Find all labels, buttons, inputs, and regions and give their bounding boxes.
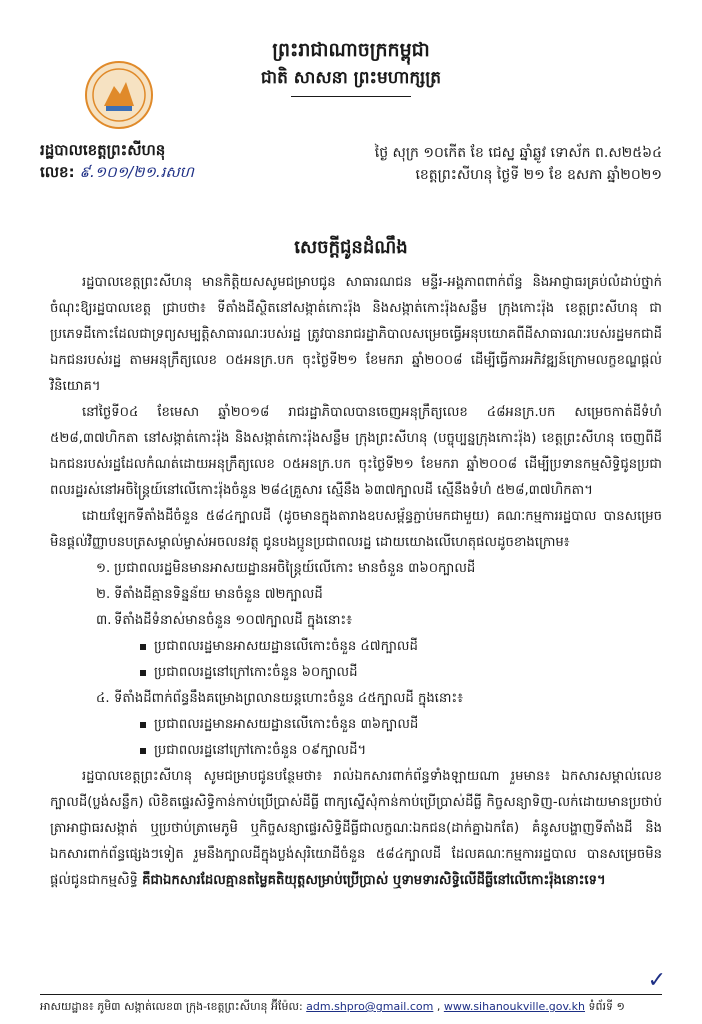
sub-item [50, 738, 662, 764]
paragraph-1: រដ្ឋបាលខេត្តព្រះសីហនុ មានកិត្តិយសសូមជម្រាបជូន សាធារណជន មន្ទីរ-អង្គភាពពាក់ព័ន្ធ និងអាជ្ញាធរគ្រប់លំដាប់ថ្នាក់ចំណុះឱ្យរដ្ឋបាលខេត្ត ជ្រាបថា៖ ទីតាំងដីស្ថិតនៅសង្កាត់កោះរ៉ុង និងសង្កាត់កោះរ៉ុងសន្លឹម ក្រុងកោះរ៉ុង ខេត្តព្រះសីហនុ ជាប្រភេទដីកោះដែលជាទ្រព្យសម្បត្តិសាធារណៈរបស់រដ្ឋ ត្រូវបានរាជរដ្ឋាភិបាលសម្រេចធ្វើអនុបយោគពីដីសាធារណៈរបស់រដ្ឋមកជាដីឯកជនរបស់រដ្ឋ តាមអនុក្រឹត្យលេខ ០៥អនក្រ.បក ចុះថ្ងៃទី២១ ខែមករា ឆ្នាំ២០០៨ ដើម្បីធ្វើការអភិវឌ្ឍន៍ក្រោមលក្ខខណ្ឌផ្ដល់វិនិយោគ។ [50, 275, 662, 394]
footer-separator: , [436, 1000, 441, 1013]
reason-text: ប្រជាពលរដ្ឋមិនមានអាសយដ្ឋានអចិន្ត្រៃយ៍លើកោះ មានចំនួន ៣៦០ក្បាលដី [114, 561, 476, 576]
reason-4-sublist [50, 712, 662, 764]
document-title: សេចក្តីជូនដំណឹង [294, 237, 408, 258]
reason-number: ២. [96, 587, 111, 602]
paragraph-2: នៅថ្ងៃទី០៤ ខែមេសា ឆ្នាំ២០១៨ រាជរដ្ឋាភិបាលបានចេញអនុក្រឹត្យលេខ ៤៨អនក្រ.បក សម្រេចកាត់ដីទំហំ ៥២៨,៣៧ហិកតា នៅសង្កាត់កោះរ៉ុង និងសង្កាត់កោះរ៉ុងសន្លឹម ក្រុងព្រះសីហនុ (បច្ចុប្បន្នក្រុងកោះរ៉ុង) ខេត្តព្រះសីហនុ ចេញពីដីឯកជនរបស់រដ្ឋដែលកំណត់ដោយអនុក្រឹត្យលេខ ០៥អនក្រ.បក ចុះថ្ងៃទី២១ ខែមករា ឆ្នាំ២០០៨ ដើម្បីប្រទានកម្មសិទ្ធិជូនប្រជាពលរដ្ឋរស់នៅអចិន្ត្រៃយ៍នៅលើកោះរ៉ុងចំនួន ២៨៤គ្រួសារ ស្មើនឹង ៦៣៧ក្បាលដី ស្មើនឹងទំហំ ៥២៨,៣៧ហិកតា។ [50, 405, 662, 498]
square-bullet-icon [140, 748, 146, 754]
sub-item [50, 634, 662, 660]
date-block [242, 142, 662, 186]
reference-number [40, 162, 270, 182]
reason-item [50, 608, 662, 634]
reference-label: លេខ: [40, 163, 75, 181]
reason-item [50, 686, 662, 712]
reasons-list-continued [50, 686, 662, 712]
reason-text: ទីតាំងដីពាក់ព័ន្ធនឹងគម្រោងព្រលានយន្តហោះចំនួន ៤៥ក្បាលដី ក្នុងនោះ៖ [114, 691, 464, 706]
sub-item-text: ប្រជាពលរដ្ឋនៅក្រៅកោះចំនួន ០៩ក្បាលដី។ [154, 743, 367, 758]
header-divider [291, 96, 411, 97]
reason-text: ទីតាំងដីគ្មានទិន្នន័យ មានចំនួន ៧២ក្បាលដី [114, 587, 323, 602]
sub-item-text: ប្រជាពលរដ្ឋមានអាសយដ្ឋានលើកោះចំនួន ៤៧ក្បាលដី [154, 639, 418, 654]
paragraph-3: ដោយឡែកទីតាំងដីចំនួន ៥៨៤ក្បាលដី (ដូចមានក្នុងតារាងឧបសម្ព័ន្ធភ្ជាប់មកជាមួយ) គណៈកម្មការរដ្ឋបាល បានសម្រេចមិនផ្ដល់វិញ្ញាបនបត្រសម្គាល់ម្ចាស់អចលនវត្ថុ ជូនបងប្អូនប្រជាពលរដ្ឋ ដោយយោងលើហេតុផលដូចខាងក្រោម៖ [50, 509, 662, 550]
reason-text: ទីតាំងដីទំនាស់មានចំនួន ១០៧ក្បាលដី ក្នុងនោះ៖ [114, 613, 353, 628]
footer-email-link[interactable]: adm.shpro@gmail.com [306, 1000, 434, 1013]
closing-emphasis: គឺជាឯកសារដែលគ្មានតម្លៃគតិយុត្តសម្រាប់ប្រើប្រាស់ ឬទាមទារសិទ្ធិលើដីធ្លីនៅលើកោះរ៉ុងនោះទេ។ [142, 873, 606, 888]
reason-number: ៣. [96, 613, 112, 628]
sub-item [50, 660, 662, 686]
reason-number: ១. [96, 561, 111, 576]
national-motto: ជាតិ សាសនា ព្រះមហាក្សត្រ [260, 68, 442, 88]
footer-address: អាសយដ្ឋាន៖ ភូមិ៣ សង្កាត់លេខ៣ ក្រុង-ខេត្តព្រះសីហនុ អ៊ីម៉ែល: [40, 1000, 303, 1013]
lunar-date: ថ្ងៃ សុក្រ ១០កើត ខែ ជេស្ឋ ឆ្នាំឆ្លូវ ទោស័ក ព.ស២៥៦៤ [374, 145, 662, 161]
sub-item [50, 712, 662, 738]
provincial-seal-logo [84, 60, 154, 130]
sub-item-text: ប្រជាពលរដ្ឋនៅក្រៅកោះចំនួន ៦០ក្បាលដី [154, 665, 358, 680]
solar-date: ខេត្តព្រះសីហនុ ថ្ងៃទី ២១ ខែ ឧសភា ឆ្នាំ២០២១ [415, 167, 662, 183]
kingdom-name: ព្រះរាជាណាចក្រកម្ពុជា [272, 39, 430, 61]
issuer-name: រដ្ឋបាលខេត្តព្រះសីហនុ [40, 141, 166, 159]
footer-page-number: ទំព័រទី ១ [588, 1000, 625, 1013]
reason-3-sublist [50, 634, 662, 686]
footer-website-link[interactable]: www.sihanoukville.gov.kh [443, 1000, 586, 1013]
reasons-list [50, 556, 662, 634]
page-footer [40, 994, 662, 1015]
square-bullet-icon [140, 670, 146, 676]
handwritten-initial-mark: ✓ [647, 968, 666, 993]
reason-item [50, 556, 662, 582]
reason-number: ៤. [96, 691, 110, 706]
closing-text: រដ្ឋបាលខេត្តព្រះសីហនុ សូមជម្រាបជូនបន្ថែមថា៖ រាល់ឯកសារពាក់ព័ន្ធទាំងឡាយណា រួមមាន៖ ឯកសារសម្គាល់លេខក្បាលដី(ប្លង់សន្លឹក) លិខិតផ្ទេរសិទ្ធិកាន់កាប់ប្រើប្រាស់ដីធ្លី ពាក្យស្នើសុំកាន់កាប់ប្រើប្រាស់ដីធ្លី កិច្ចសន្យាទិញ-លក់ដោយមានប្រថាប់ត្រាអាជ្ញាធរសង្កាត់ ឬប្រថាប់ត្រាមេភូមិ ឬកិច្ចសន្យាផ្ទេរសិទ្ធិដីធ្លីជាលក្ខណៈឯកជន(ដាក់គ្នាឯកតែ) គំនូសបង្ហាញទីតាំងដី និងឯកសារពាក់ព័ន្ធផ្សេងៗទៀត រួមនឹងក្បាលដីក្នុងប្លង់សុរិយោដីចំនួន ៥៨៤ក្បាលដី ដែលគណៈកម្មការរដ្ឋបាល បានសម្រេចមិនផ្ដល់ជូនជាកម្មសិទ្ធិ [50, 769, 662, 888]
document-body [50, 270, 662, 894]
reason-item [50, 582, 662, 608]
square-bullet-icon [140, 644, 146, 650]
reference-value: ៩.១០១/២១.រសហ [79, 163, 194, 181]
closing-paragraph [50, 764, 662, 894]
sub-item-text: ប្រជាពលរដ្ឋមានអាសយដ្ឋានលើកោះចំនួន ៣៦ក្បាលដី [154, 717, 419, 732]
square-bullet-icon [140, 722, 146, 728]
